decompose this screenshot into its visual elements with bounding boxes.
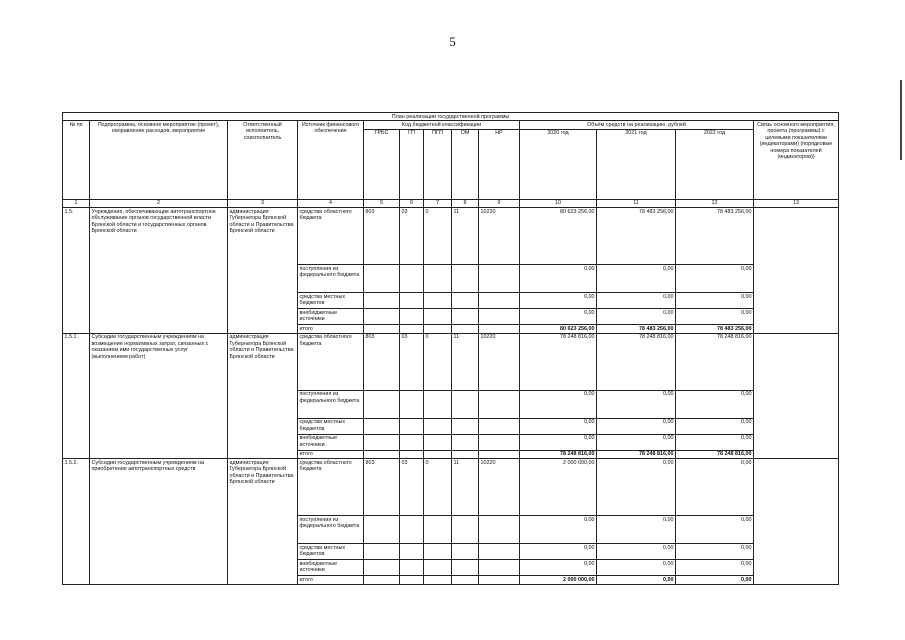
value-2020: 0,00: [520, 434, 597, 450]
row-indicator-link: [754, 333, 839, 458]
value-2020: 80 623 256,00: [520, 208, 597, 265]
code-grbs: 803: [364, 459, 400, 516]
value-2021: 0,00: [597, 390, 676, 418]
code-empty: [424, 576, 452, 584]
code-empty: [452, 576, 479, 584]
code-empty: [479, 434, 520, 450]
colnum: 9: [479, 199, 520, 207]
source-extra: внебюджетные источники: [298, 309, 364, 325]
code-gp: 03: [400, 333, 424, 390]
code-empty: [479, 450, 520, 458]
value-2020: 0,00: [520, 418, 597, 434]
code-empty: [424, 325, 452, 333]
code-empty: [479, 265, 520, 293]
value-2022: 0,00: [676, 390, 754, 418]
total-2021: 78 483 256,00: [597, 325, 676, 333]
code-empty: [479, 418, 520, 434]
code-empty: [479, 325, 520, 333]
colnum: 2: [90, 199, 228, 207]
code-empty: [364, 390, 400, 418]
code-empty: [424, 293, 452, 309]
code-empty: [364, 434, 400, 450]
code-om: 11: [452, 459, 479, 516]
code-empty: [364, 544, 400, 560]
row-number: 1.5.1.: [63, 333, 90, 458]
value-2022: 0,00: [676, 418, 754, 434]
value-2022: 0,00: [676, 516, 754, 544]
code-empty: [364, 450, 400, 458]
code-gp: 03: [400, 208, 424, 265]
code-empty: [364, 576, 400, 584]
code-empty: [400, 516, 424, 544]
row-number: 1.5.2.: [63, 459, 90, 584]
code-om: 11: [452, 208, 479, 265]
code-empty: [424, 390, 452, 418]
code-nr: 10220: [479, 208, 520, 265]
code-empty: [452, 293, 479, 309]
source-local: средства местных бюджетов: [298, 418, 364, 434]
code-empty: [452, 560, 479, 576]
header-subprogram: Подпрограмма, основное мероприятие (проект), направление расходов, мероприятие: [90, 121, 228, 199]
code-empty: [364, 418, 400, 434]
table-row-regional: [63, 208, 839, 265]
value-2020: 0,00: [520, 516, 597, 544]
total-label: итого: [298, 576, 364, 584]
code-empty: [479, 560, 520, 576]
colnum: 10: [520, 199, 597, 207]
value-2021: 0,00: [597, 544, 676, 560]
colnum: 8: [452, 199, 479, 207]
code-empty: [400, 544, 424, 560]
value-2021: 78 248 816,00: [597, 333, 676, 390]
code-empty: [452, 450, 479, 458]
source-federal: поступления из федерального бюджета: [298, 516, 364, 544]
colnum: 3: [228, 199, 298, 207]
code-empty: [424, 265, 452, 293]
colnum: 5: [364, 199, 400, 207]
table-title-row: [63, 113, 839, 121]
row-subprogram-name: Субсидии государственным учреждениям на возмещение нормативных затрат, связанных с оказанием ими государственных услуг (выполнением работ): [90, 333, 228, 458]
source-extra: внебюджетные источники: [298, 560, 364, 576]
code-nr: 10220: [479, 459, 520, 516]
header-2020: 2020 год: [520, 129, 597, 199]
value-2022: 0,00: [676, 309, 754, 325]
code-empty: [479, 516, 520, 544]
code-empty: [364, 560, 400, 576]
total-label: итого: [298, 325, 364, 333]
code-pgp: 0: [424, 208, 452, 265]
value-2020: 0,00: [520, 544, 597, 560]
total-label: итого: [298, 450, 364, 458]
code-empty: [364, 293, 400, 309]
code-empty: [400, 434, 424, 450]
code-empty: [400, 450, 424, 458]
total-2022: 78 248 816,00: [676, 450, 754, 458]
value-2022: 0,00: [676, 265, 754, 293]
header-responsible: Ответственный исполнитель, соисполнитель: [228, 121, 298, 199]
code-empty: [400, 576, 424, 584]
value-2021: 0,00: [597, 434, 676, 450]
total-2020: 80 623 256,00: [520, 325, 597, 333]
code-empty: [364, 325, 400, 333]
table-row-regional: [63, 333, 839, 390]
code-empty: [479, 293, 520, 309]
header-budget-code: Код бюджетной классификации: [364, 121, 520, 129]
code-empty: [452, 516, 479, 544]
code-empty: [479, 309, 520, 325]
code-nr: 10220: [479, 333, 520, 390]
value-2020: 0,00: [520, 265, 597, 293]
value-2022: 78 483 256,00: [676, 208, 754, 265]
header-pgp: ПГП: [424, 129, 452, 199]
row-indicator-link: [754, 208, 839, 333]
value-2021: 0,00: [597, 516, 676, 544]
colnum: 4: [298, 199, 364, 207]
colnum: 1: [63, 199, 90, 207]
header-row-1: [63, 121, 839, 129]
value-2021: 0,00: [597, 309, 676, 325]
header-source: Источник финансового обеспечения: [298, 121, 364, 199]
page-number: 5: [449, 34, 456, 49]
code-om: 11: [452, 333, 479, 390]
colnum: 11: [597, 199, 676, 207]
source-regional: средства областного бюджета: [298, 459, 364, 516]
header-num: № пп: [63, 121, 90, 199]
value-2022: 0,00: [676, 544, 754, 560]
source-local: средства местных бюджетов: [298, 544, 364, 560]
value-2022: 0,00: [676, 560, 754, 576]
code-pgp: 0: [424, 459, 452, 516]
code-empty: [452, 309, 479, 325]
value-2020: 0,00: [520, 560, 597, 576]
code-empty: [424, 309, 452, 325]
code-empty: [424, 450, 452, 458]
header-2022: 2022 год: [676, 129, 754, 199]
row-responsible: администрация Губернатора Брянской области и Правительства Брянской области: [228, 208, 298, 333]
code-empty: [452, 325, 479, 333]
code-empty: [400, 325, 424, 333]
total-2021: 78 248 816,00: [597, 450, 676, 458]
row-responsible: администрация Губернатора Брянской области и Правительства Брянской области: [228, 459, 298, 584]
colnum: 13: [754, 199, 839, 207]
program-plan-table: [62, 112, 839, 585]
header-om: ОМ: [452, 129, 479, 199]
header-link: Связь основного мероприятия, проекта (программы) с целевыми показателями (индикаторами) (порядковые номера показателей (индикаторов)): [754, 121, 839, 199]
total-2021: 0,00: [597, 576, 676, 584]
code-grbs: 803: [364, 333, 400, 390]
value-2021: 0,00: [597, 293, 676, 309]
row-number: 1.5.: [63, 208, 90, 333]
plan-title: План реализации государственной программы: [63, 113, 839, 121]
header-gp: ГП: [400, 129, 424, 199]
code-empty: [364, 265, 400, 293]
source-extra: внебюджетные источники: [298, 434, 364, 450]
value-2021: 78 483 256,00: [597, 208, 676, 265]
code-empty: [479, 390, 520, 418]
code-empty: [479, 544, 520, 560]
code-empty: [424, 434, 452, 450]
row-subprogram-name: Субсидии государственным учреждениям на приобретение автотранспортных средств: [90, 459, 228, 584]
code-empty: [424, 560, 452, 576]
code-empty: [424, 516, 452, 544]
code-empty: [400, 265, 424, 293]
column-numbers-row: [63, 199, 839, 207]
code-empty: [364, 516, 400, 544]
value-2022: 0,00: [676, 459, 754, 516]
value-2020: 78 248 816,00: [520, 333, 597, 390]
value-2022: 0,00: [676, 293, 754, 309]
total-2020: 78 248 816,00: [520, 450, 597, 458]
code-empty: [400, 293, 424, 309]
value-2022: 0,00: [676, 434, 754, 450]
code-empty: [400, 560, 424, 576]
source-regional: средства областного бюджета: [298, 208, 364, 265]
source-regional: средства областного бюджета: [298, 333, 364, 390]
value-2020: 0,00: [520, 309, 597, 325]
code-pgp: 0: [424, 333, 452, 390]
header-nr: НР: [479, 129, 520, 199]
row-responsible: администрация Губернатора Брянской области и Правительства Брянской области: [228, 333, 298, 458]
code-empty: [424, 544, 452, 560]
code-empty: [452, 418, 479, 434]
total-2022: 78 483 256,00: [676, 325, 754, 333]
total-2020: 2 000 000,00: [520, 576, 597, 584]
value-2020: 2 000 000,00: [520, 459, 597, 516]
colnum: 7: [424, 199, 452, 207]
colnum: 12: [676, 199, 754, 207]
value-2021: 0,00: [597, 265, 676, 293]
code-empty: [452, 390, 479, 418]
value-2020: 0,00: [520, 293, 597, 309]
header-2021: 2021 год: [597, 129, 676, 199]
header-grbs: ГРБС: [364, 129, 400, 199]
row-subprogram-name: Учреждения, обеспечивающие автотранспортное обслуживание органов государственной власти Брянской области и государственных органов Брянской области: [90, 208, 228, 333]
value-2022: 78 248 816,00: [676, 333, 754, 390]
source-federal: поступления из федерального бюджета: [298, 390, 364, 418]
value-2021: 0,00: [597, 560, 676, 576]
value-2021: 0,00: [597, 418, 676, 434]
code-empty: [452, 544, 479, 560]
code-empty: [400, 390, 424, 418]
code-empty: [424, 418, 452, 434]
total-2022: 0,00: [676, 576, 754, 584]
colnum: 6: [400, 199, 424, 207]
code-empty: [364, 309, 400, 325]
code-empty: [400, 418, 424, 434]
source-federal: поступления из федерального бюджета: [298, 265, 364, 293]
code-gp: 03: [400, 459, 424, 516]
table-row-regional: [63, 459, 839, 516]
code-empty: [452, 434, 479, 450]
header-volume: Объём средств на реализацию, рублей: [520, 121, 754, 129]
code-empty: [452, 265, 479, 293]
value-2021: 0,00: [597, 459, 676, 516]
code-empty: [479, 576, 520, 584]
value-2020: 0,00: [520, 390, 597, 418]
source-local: средства местных бюджетов: [298, 293, 364, 309]
code-grbs: 803: [364, 208, 400, 265]
scan-edge-mark: [900, 80, 902, 160]
row-indicator-link: [754, 459, 839, 584]
code-empty: [400, 309, 424, 325]
